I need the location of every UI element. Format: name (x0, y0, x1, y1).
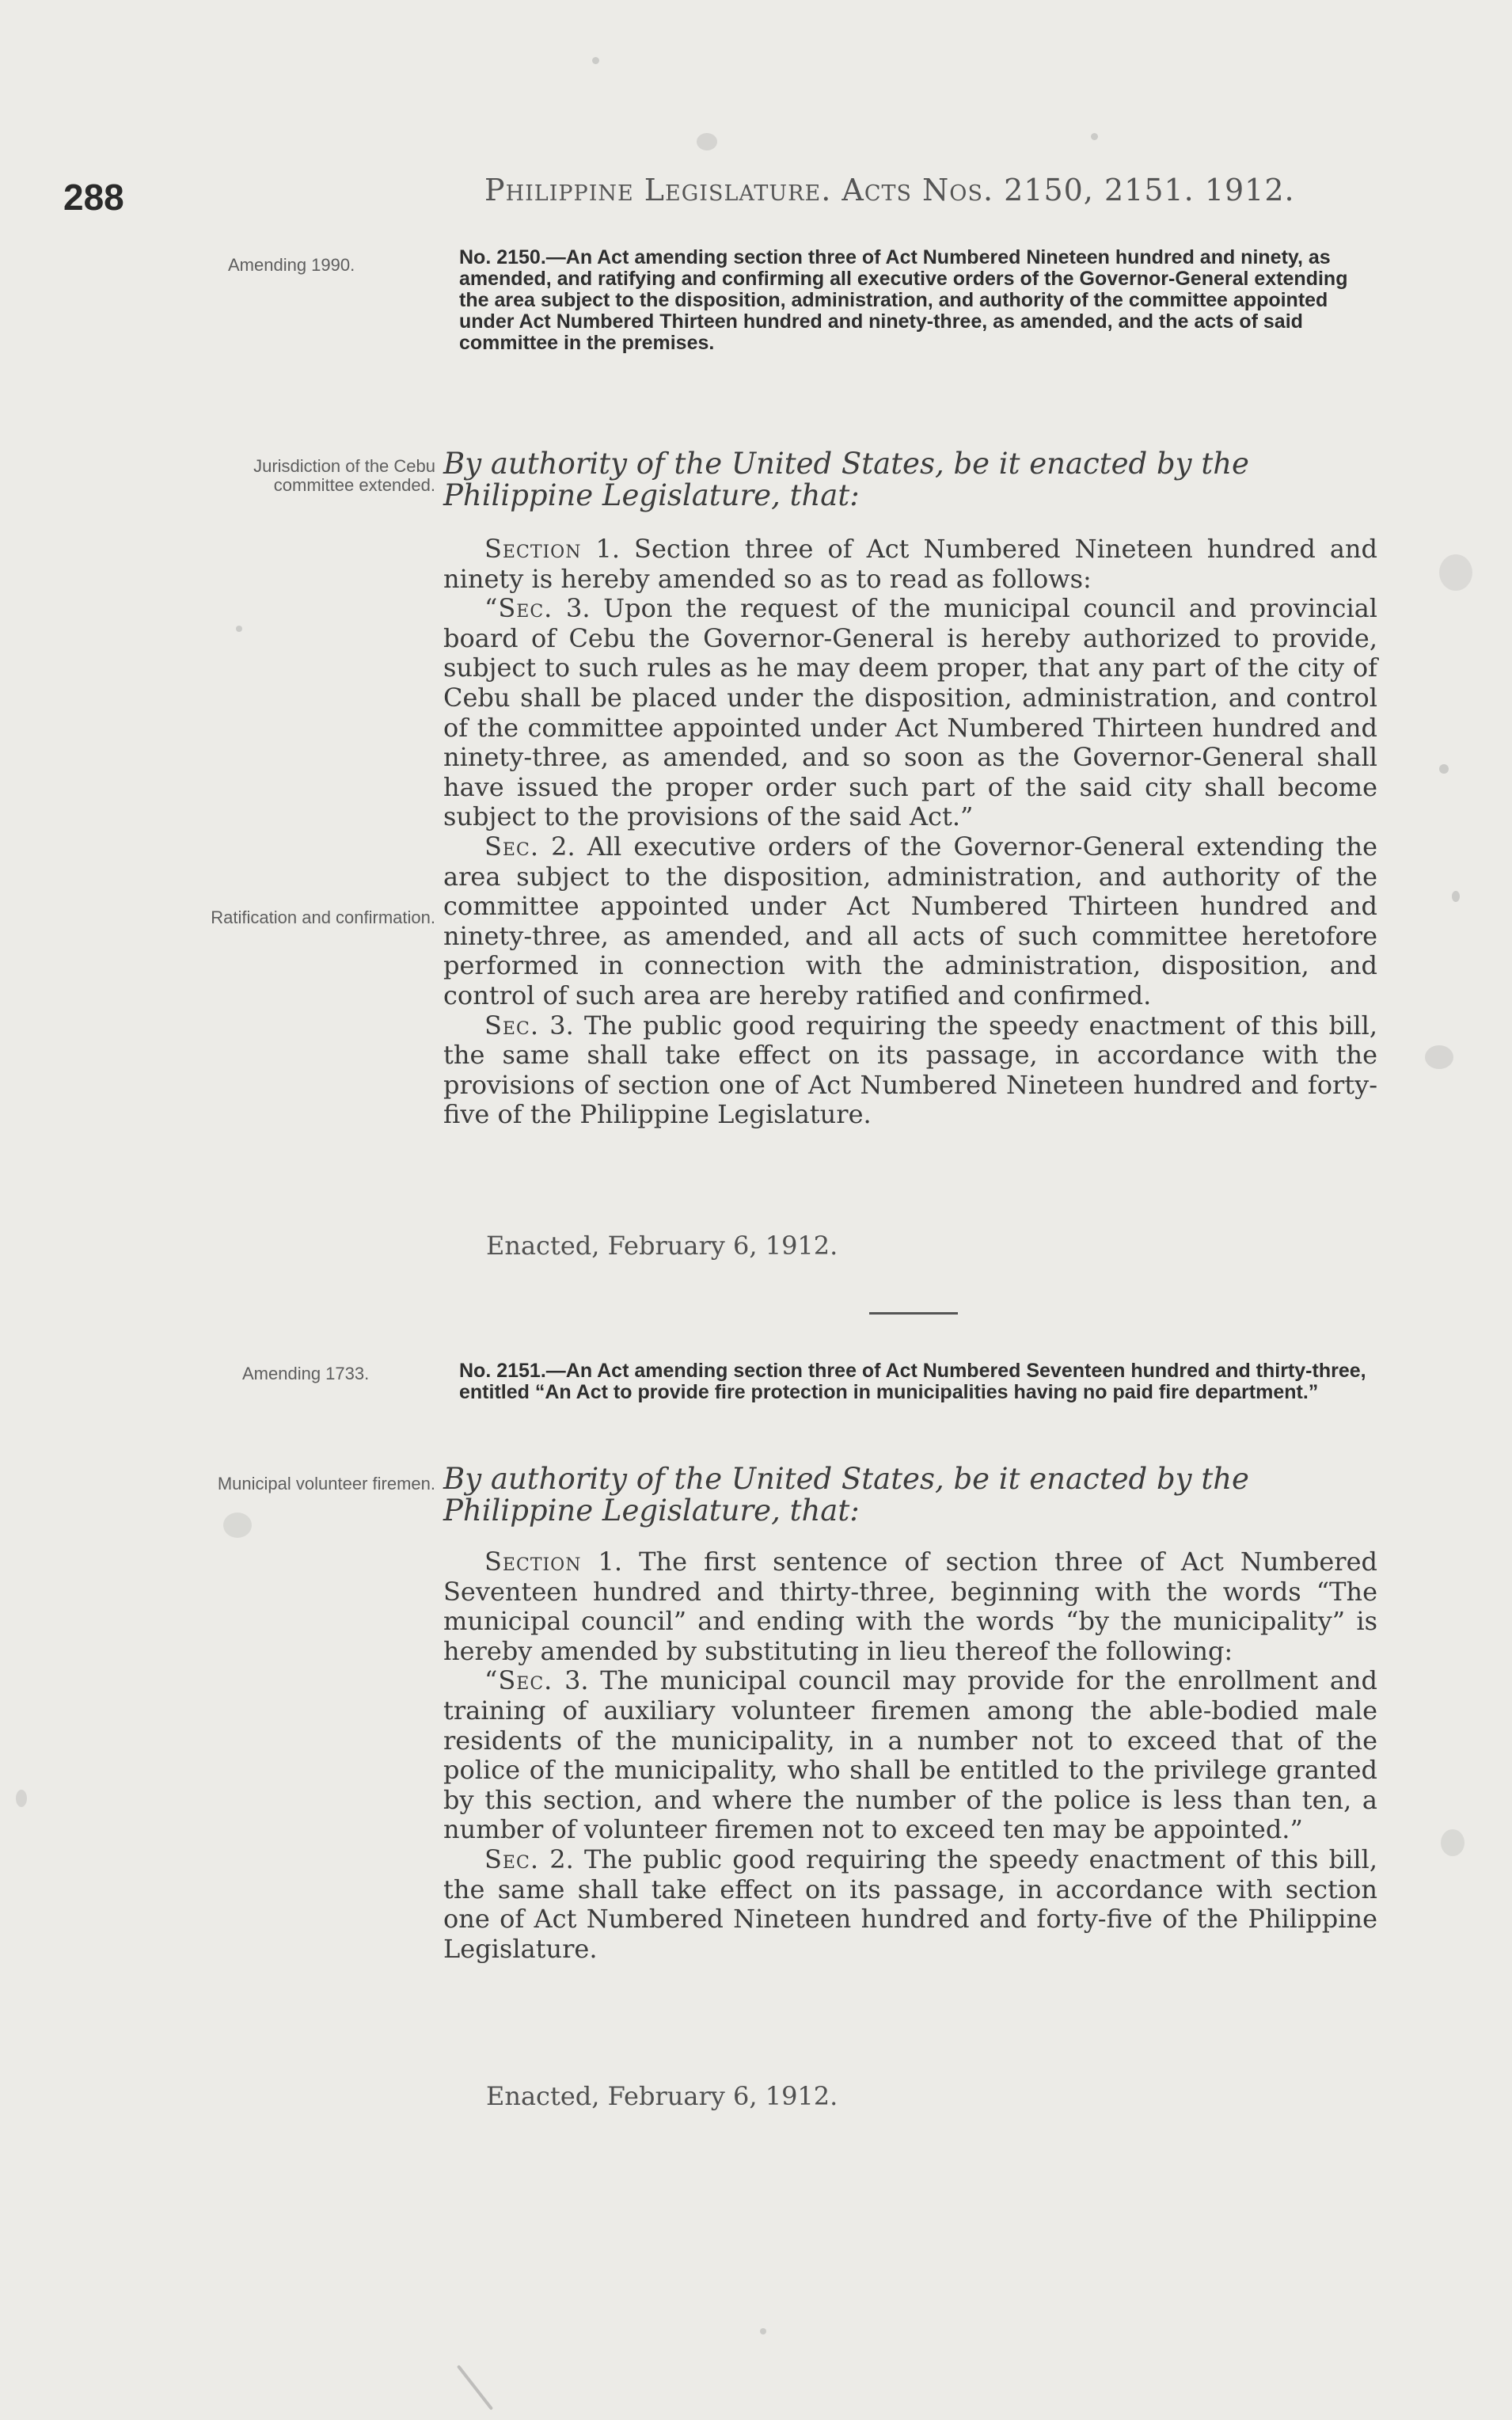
act-2151-enacted-date: Enacted, February 6, 1912. (486, 2081, 838, 2111)
margin-note-amending-1990: Amending 1990. (228, 255, 355, 275)
scan-speck (1452, 891, 1460, 902)
act-2151-number: No. 2151. (459, 1360, 546, 1382)
act-2150-section-1: Section 1. Section three of Act Numbered Nineteen hundred and ninety is hereby amended so as to read as follows: (443, 534, 1377, 594)
act-2151-heading (443, 1360, 1377, 1403)
section-divider (869, 1312, 958, 1315)
scan-speck (1441, 1829, 1465, 1856)
act-2151-body (443, 1547, 1377, 1964)
act-2151-enacting-clause: By authority of the United States, be it enacted by the Philippine Legislature, that: (443, 1462, 1249, 1528)
scan-speck (697, 133, 717, 150)
act-2150-number: No. 2150. (459, 246, 546, 268)
scan-speck (457, 2365, 493, 2410)
act-2151-title: —An Act amending section three of Act Numbered Seventeen hundred and thirty-three, entitled “An Act to provide fire protection in municipalities having no paid fire department.” (459, 1360, 1366, 1403)
act-2151-sec-2: Sec. 2. The public good requiring the speedy enactment of this bill, the same shall take effect on its passage, in accordance with section one of Act Numbered Nineteen hundred and forty-five of the Philippine Legislature. (443, 1844, 1377, 1964)
margin-note-amending-1733: Amending 1733. (242, 1364, 370, 1383)
scan-speck (236, 626, 242, 632)
act-2150-title: —An Act amending section three of Act Numbered Nineteen hundred and ninety, as amended, and ratifying and confirming all executive orders of the Governor-General extending the area subject to the disposition, administration, and authority of the committee appointed under Act Numbered Thirteen hundred and ninety-three, as amended, and the acts of said committee in the premises. (459, 246, 1348, 354)
scan-speck (223, 1512, 252, 1538)
page-number: 288 (63, 177, 124, 218)
act-2151-quoted-sec-3: “Sec. 3. The municipal council may provide for the enrollment and training of auxiliary volunteer firemen among the able-bodied male residents of the municipality, in a number not to exceed that of the police of the municipality, who shall be entitled to the privilege granted by this section, and where the number of the police is less than ten, a number of volunteer firemen not to exceed ten may be appointed.” (443, 1665, 1377, 1845)
running-head: Philippine Legislature. Acts Nos. 2150, 2151. 1912. (484, 173, 1295, 207)
scan-speck (760, 2328, 766, 2334)
margin-note-jurisdiction: Jurisdiction of the Cebu committee extended. (253, 456, 435, 495)
act-2150-body (443, 535, 1377, 1130)
act-2150-enacting-clause: By authority of the United States, be it enacted by the Philippine Legislature, that: (443, 447, 1249, 512)
scan-speck (1439, 554, 1472, 591)
scan-speck (16, 1790, 27, 1807)
margin-note-ratification: Ratification and confirmation. (211, 908, 435, 927)
scan-speck (1439, 764, 1449, 774)
act-2150-quoted-sec-3: “Sec. 3. Upon the request of the municipal council and provincial board of Cebu the Governor-General is hereby authorized to provide, subject to such rules as he may deem proper, that any part of the city of Cebu shall be placed under the disposition, administration, and control of the committee appointed under Act Numbered Thirteen hundred and ninety-three, as amended, and so soon as the Governor-General shall have issued the proper order such part of the said city shall become subject to the provisions of the said Act.” (443, 593, 1377, 832)
act-2151-section-1: Section 1. The first sentence of section three of Act Numbered Seventeen hundred and thirty-three, beginning with the words “The municipal council” and ending with the words “by the municipality” is hereby amended by substituting in lieu thereof the following: (443, 1547, 1377, 1666)
act-2150-enacted-date: Enacted, February 6, 1912. (486, 1231, 838, 1261)
act-2150-sec-2: Sec. 2. All executive orders of the Governor-General extending the area subject to the disposition, administration, and authority of the committee appointed under Act Numbered Thirteen hundred and ninety-three, as amended, and all acts of such committee heretofore performed in connection with the administration, disposition, and control of such area are hereby ratified and confirmed. (443, 831, 1377, 1010)
scan-speck (1425, 1045, 1453, 1069)
act-2150-sec-3: Sec. 3. The public good requiring the speedy enactment of this bill, the same shall take effect on its passage, in accordance with the provisions of section one of Act Numbered Nineteen hundred and forty-five of the Philippine Legislature. (443, 1010, 1377, 1130)
margin-note-volunteer-firemen: Municipal volunteer firemen. (217, 1474, 435, 1493)
scan-speck (1091, 133, 1098, 140)
act-2150-heading (443, 247, 1377, 354)
scan-speck (592, 57, 599, 64)
